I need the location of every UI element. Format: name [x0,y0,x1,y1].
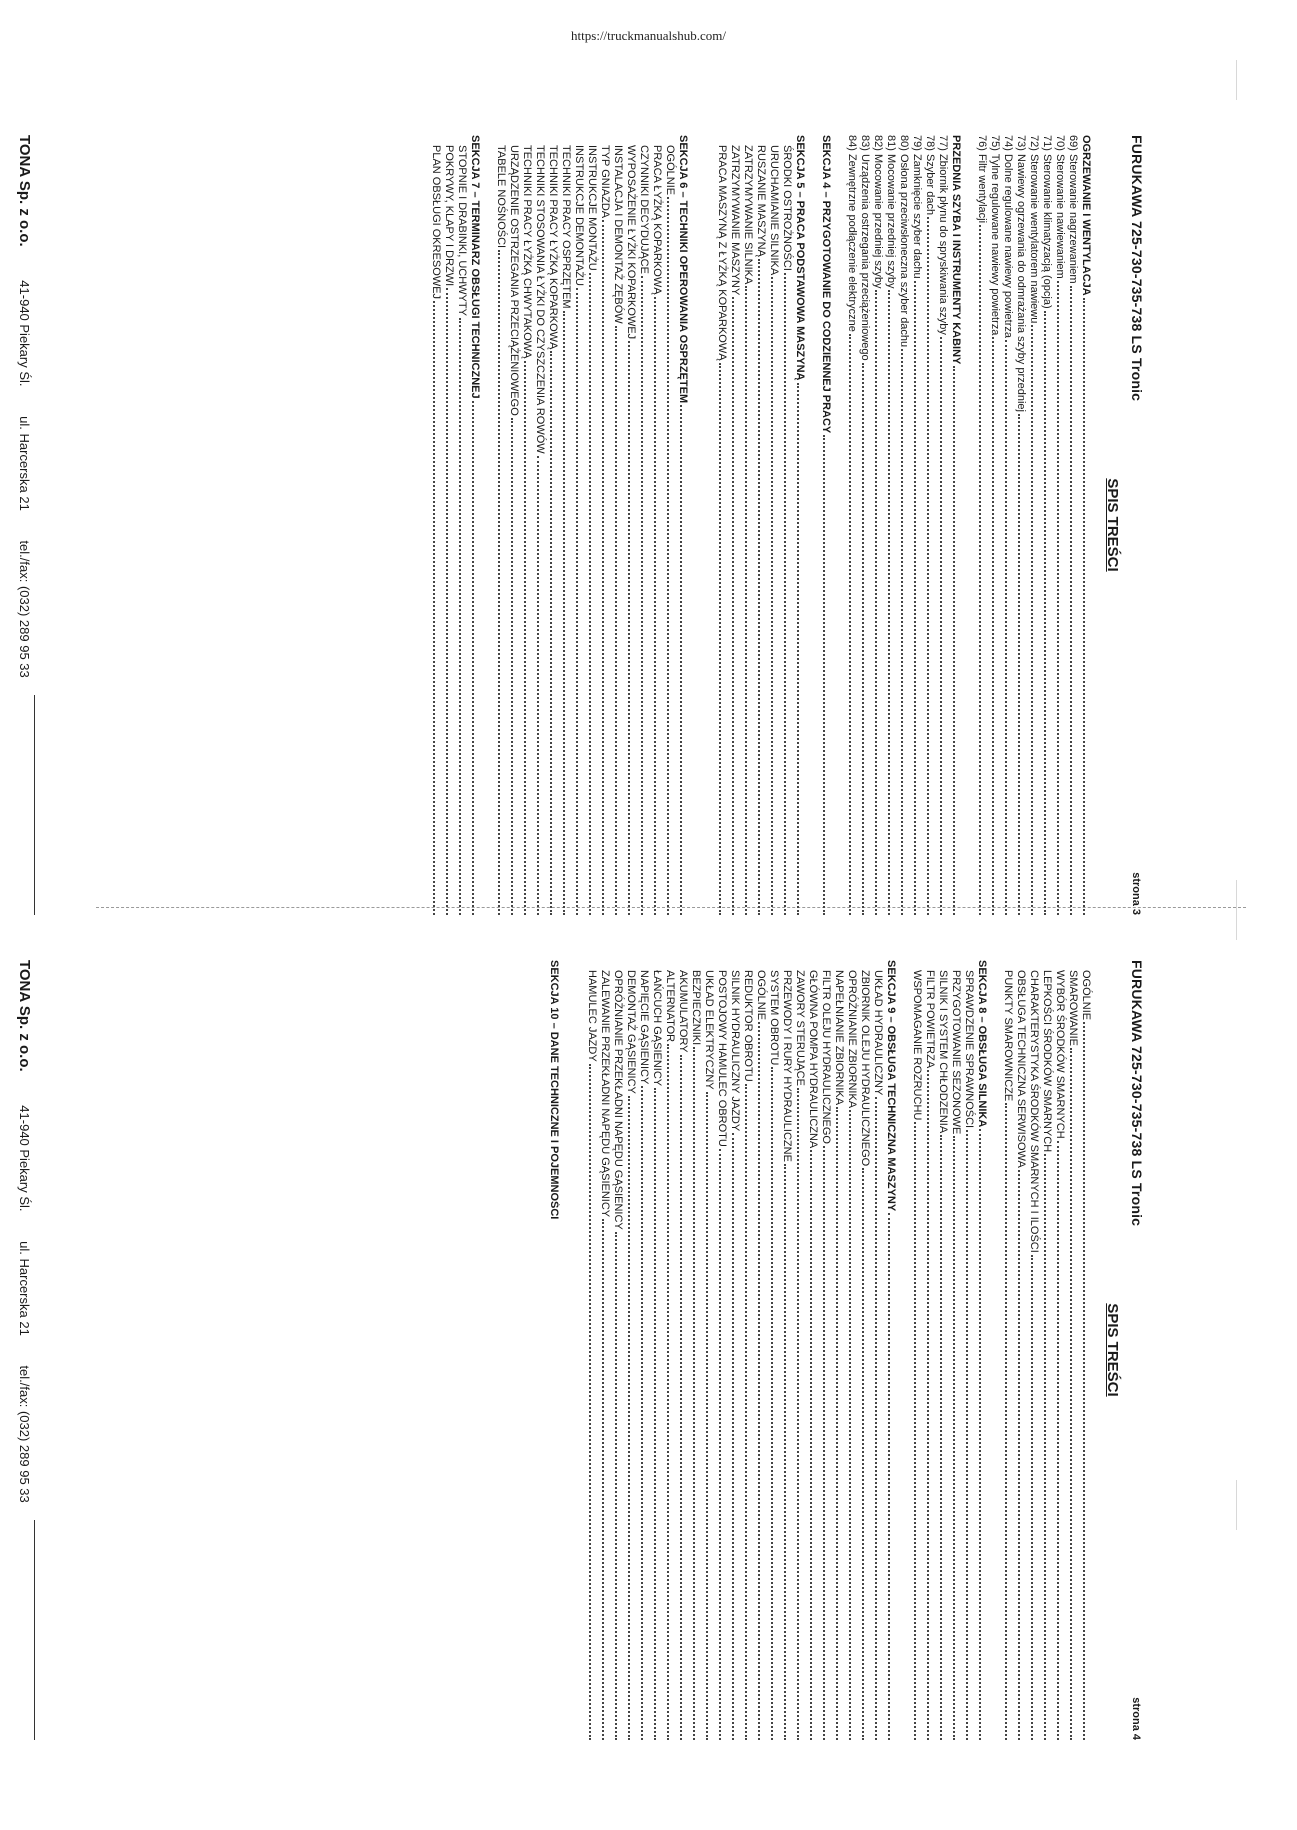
toc-heading: SPIS TREŚCI [1104,1303,1121,1397]
toc-entry-label: NAPEŁNIANIE ZBIORNIKA [833,970,845,1106]
toc-spacer [898,960,911,1740]
toc-entry-label: 79) Zamknięcie szyber dachu [911,135,923,279]
toc-entry[interactable] [937,960,950,1740]
toc-entry-label: SILNIK I SYSTEM CHŁODZENIA [937,970,949,1134]
toc-entry[interactable] [937,135,950,915]
toc-entry-label: TABELE NOŚNOŚCI [495,145,507,249]
toc-dot-leader [628,1096,638,1740]
toc-entry-label: 73) Nawiewy ogrzewania do odmrażania szyby przedniej [1015,135,1027,412]
toc-dot-leader [550,351,560,915]
toc-entry[interactable] [755,135,768,915]
toc-entry[interactable] [547,135,560,915]
toc-entry-label: TECHNIKI PRACY ŁYŻKĄ CHWYTAKOWĄ [521,145,533,359]
toc-entry[interactable] [859,960,872,1740]
toc-dot-leader [875,290,885,915]
toc-dot-leader [693,1047,703,1740]
toc-dot-leader [680,1055,690,1740]
toc-entry-label: PRZEDNIA SZYBA I INSTRUMENTY KABINY [950,135,962,365]
toc-entry-label: OPRÓŻNIANIE ZBIORNIKA [846,970,858,1109]
toc-page [5,135,1145,915]
toc-entry[interactable] [586,960,599,1740]
toc-dot-leader [992,337,1002,915]
toc-dot-leader [1083,1022,1093,1740]
toc-entry-label: SEKCJA 9 – OBSŁUGA TECHNICZNA MASZYNY [885,960,897,1212]
toc-dot-leader [498,250,508,915]
toc-entry[interactable] [1080,960,1093,1740]
toc-entry-label: SEKCJA 8 – OBSŁUGA SILNIKA [976,960,988,1128]
toc-dot-leader [602,1219,612,1740]
toc-dot-leader [771,1067,781,1740]
toc-entry-label: PUNKTY SMAROWNICZE [1002,970,1014,1102]
toc-dot-leader [459,318,469,915]
page-number: strona 3 [1130,872,1142,915]
toc-dot-leader [654,297,664,915]
toc-dot-leader [732,1133,742,1740]
toc-dot-leader [719,363,729,915]
toc-entry[interactable] [781,135,794,915]
toc-entry-label: ZATRZYMYWANIE MASZYNY [729,145,741,296]
toc-dot-leader [628,341,638,915]
toc-section-entry[interactable] [469,135,482,915]
toc-entry-label: 69) Sterowanie nagrzewaniem [1067,135,1079,284]
toc-dot-leader [446,288,456,915]
toc-dot-leader [680,405,690,915]
toc-entry[interactable] [742,135,755,915]
toc-dot-leader [524,361,534,915]
toc-entry[interactable] [859,135,872,915]
toc-dot-leader [836,1107,846,1740]
toc-entry-label: INSTALACJA I DEMONTAŻ ZĘBÓW [612,145,624,324]
toc-dot-leader [641,276,651,915]
toc-entry[interactable] [963,960,976,1740]
toc-entry-label: 76) Filtr wentylacji [976,135,988,224]
toc-entry[interactable] [1028,960,1041,1740]
page-footer [16,960,33,1740]
toc-dot-leader [1057,1141,1067,1740]
toc-entry[interactable] [898,135,911,915]
toc-dot-leader [901,349,911,915]
toc-dot-leader [953,366,963,915]
toc-dot-leader [745,1084,755,1740]
toc-dot-leader [927,1070,937,1740]
toc-section-entry[interactable] [547,960,560,1740]
toc-entry[interactable] [443,135,456,915]
toc-entry-label: ZALEWANIE PRZEKŁADNI NAPĘDU GĄSIENICY [599,970,611,1218]
footer-phone: tel./fax: (032) 289 95 33 [17,1365,32,1503]
toc-dot-leader [914,1122,924,1740]
toc-entry[interactable] [599,135,612,915]
toc-entry-label: PRACA MASZYNĄ Z ŁYŻKĄ KOPARKOWĄ [716,145,728,361]
toc-entry-label: CHARAKTERYSTYKA ŚRODKÓW SMARNYCH I ILOŚCI [1028,970,1040,1253]
toc-entry[interactable] [573,135,586,915]
toc-entry[interactable] [534,135,547,915]
toc-dot-leader [966,1130,976,1740]
toc-entry-label: REDUKTOR OBROTU [742,970,754,1082]
toc-entry[interactable] [976,135,989,915]
toc-entry-label: ŁAŃCUCH GĄSIENICY [651,970,663,1087]
toc-entry-label: OGÓLNIE [664,145,676,196]
toc-dot-leader [1018,414,1028,915]
toc-entry-label: SPRAWDZENIE SPRAWNOŚCI [963,970,975,1129]
toc-entry-label: TYP GNIAZDA [599,145,611,219]
toc-dot-leader [927,217,937,915]
toc-dot-leader [758,259,768,915]
toc-dot-leader [1018,1170,1028,1740]
toc-entry-label: FILTR POWIETRZA [924,970,936,1069]
footer-company: TONA Sp. z o.o. [16,135,33,247]
toc-dot-leader [472,401,482,915]
toc-dot-leader [745,286,755,915]
toc-entry[interactable] [586,135,599,915]
toc-entry[interactable] [1028,135,1041,915]
toc-entry-label: 71) Sterowanie klimatyzacją (opcja) [1041,135,1053,309]
toc-dot-leader [719,1149,729,1740]
footer-street: ul. Harcerska 21 [17,416,32,511]
toc-section-entry[interactable] [820,135,833,915]
toc-section-entry[interactable] [885,960,898,1740]
toc-entry[interactable] [625,135,638,915]
toc-entry[interactable] [885,135,898,915]
toc-dot-leader [589,273,599,915]
toc-entry[interactable] [794,960,807,1740]
toc-entry-label: OGRZEWANIE I WENTYLACJA [1080,135,1092,296]
toc-entry-label: WYPOSAŻENIE ŁYŻKI KOPARKOWEJ [625,145,637,340]
toc-entry[interactable] [638,135,651,915]
toc-entry-label: URUCHAMIANIE SILNIKA [768,145,780,276]
toc-entry-label: NAPIĘCIE GĄSIENICY [638,970,650,1085]
toc-entry[interactable] [1041,135,1054,915]
toc-entry-label: TECHNIKI STOSOWANIA ŁYŻKI DO CZYSZCZENIA ROWÓW [534,145,546,454]
toc-entry[interactable] [924,135,937,915]
footer-street: ul. Harcerska 21 [17,1241,32,1336]
toc-spacer [560,960,586,1740]
toc-dot-leader [1005,1103,1015,1740]
toc-entry[interactable] [508,135,521,915]
toc-dot-leader [1070,1048,1080,1740]
toc-entry-label: INSTRUKCJE DEMONTAŻU [573,145,585,286]
footer-address: 41-940 Piekary Śl. [17,280,32,387]
toc-entry-label: PRACA ŁYŻKĄ KOPARKOWĄ [651,145,663,295]
toc-entry-label: DEMONTAŻ GĄSIENICY [625,970,637,1094]
toc-entry-label: CZYNNIKI DECYDUJĄCE [638,145,650,274]
toc-entry-label: SILNIK HYDRAULICZNY JAZDY [729,970,741,1132]
toc-entry[interactable] [716,135,729,915]
toc-dot-leader [1031,325,1041,915]
toc-entry[interactable] [651,960,664,1740]
toc-dot-leader [641,1086,651,1740]
page-footer [16,135,33,915]
toc-entry[interactable] [781,960,794,1740]
toc-dot-leader [706,1092,716,1740]
toc-entry[interactable] [677,960,690,1740]
toc-entry[interactable] [690,960,703,1740]
toc-entry-label: PRZYGOTOWANIE SEZONOWE [950,970,962,1135]
toc-entry-label: 80) Osłona przeciwsłoneczna szyber dachu [898,135,910,348]
toc-entry[interactable] [950,135,963,915]
toc-dot-leader [433,301,443,915]
toc-entry-label: ALTERNATOR [664,970,676,1043]
toc-entry-label: INSTRUKCJE MONTAŻU [586,145,598,271]
toc-entry[interactable] [911,960,924,1740]
toc-entry[interactable] [495,135,508,915]
toc-entry-label: 75) Tylne regulowane nawiewy powietrza [989,135,1001,336]
toc-entry[interactable] [755,960,768,1740]
toc-entry[interactable] [729,135,742,915]
toc-entry-label: 82) Mocowanie przedniej szyby [872,135,884,289]
toc-entry[interactable] [612,135,625,915]
toc-entry-label: 74) Dolne regulowane nawiewy powietrza [1002,135,1014,339]
toc-entry[interactable] [1015,135,1028,915]
toc-heading: SPIS TREŚCI [1104,478,1121,572]
toc-dot-leader [537,456,547,915]
toc-dot-leader [667,197,677,915]
toc-dot-leader [563,311,573,915]
toc-entry-label: PLAN OBSŁUGI OKRESOWEJ [430,145,442,300]
toc-dot-leader [823,1146,833,1740]
toc-entry[interactable] [768,960,781,1740]
toc-dot-leader [849,1110,859,1740]
toc-entry[interactable] [742,960,755,1740]
toc-entry-label: SEKCJA 5 – PRACA PODSTAWOWA MASZYNĄ [794,135,806,381]
toc-dot-leader [849,334,859,915]
toc-entry-label: POKRYWY, KLAPY I DRZWI [443,145,455,287]
toc-entry[interactable] [1080,135,1093,915]
toc-section-entry[interactable] [976,960,989,1740]
document-title: FURUKAWA 725-730-735-738 LS Tronic [1129,960,1145,1227]
toc-dot-leader [979,225,989,915]
toc-entry-label: PRZEWODY I RURY HYDRAULICZNE [781,970,793,1162]
toc-entry-label: URZĄDZENIE OSTRZEGANIA PRZECIĄŻENIOWEGO [508,145,520,416]
toc-dot-leader [810,1150,820,1740]
toc-entry[interactable] [456,135,469,915]
toc-entry[interactable] [872,960,885,1740]
table-of-contents [430,135,1093,915]
toc-dot-leader [1070,286,1080,915]
footer-phone: tel./fax: (032) 289 95 33 [17,540,32,678]
toc-entry-label: OGÓLNIE [1080,970,1092,1021]
toc-dot-leader [784,1164,794,1740]
toc-dot-leader [940,1135,950,1740]
toc-dot-leader [1044,1154,1054,1740]
toc-dot-leader [732,297,742,915]
scan-edge-mark [1236,1480,1237,1530]
toc-entry-label: SEKCJA 7 – TERMINARZ OBSŁUGI TECHNICZNEJ [469,135,481,399]
toc-entry-label: 81) Mocowanie przedniej szyby [885,135,897,289]
toc-entry-label: BEZPIECZNIKI [690,970,702,1046]
toc-section-entry[interactable] [794,135,807,915]
toc-entry[interactable] [664,135,677,915]
toc-dot-leader [667,1044,677,1740]
toc-entry-label: SEKCJA 10 – DANE TECHNICZNE I POJEMNOŚCI [548,960,560,1220]
toc-dot-leader [771,277,781,915]
scan-edge-mark [1236,880,1237,940]
toc-entry-label: FILTR OLEJU HYDRAULICZNEGO [820,970,832,1144]
toc-entry[interactable] [1015,960,1028,1740]
toc-entry[interactable] [729,960,742,1740]
toc-entry[interactable] [1067,135,1080,915]
toc-entry-label: OGÓLNIE [755,970,767,1021]
footer-company: TONA Sp. z o.o. [16,960,33,1072]
footer-rule [34,695,35,915]
toc-entry-label: 78) Szyber dach [924,135,936,216]
toc-entry[interactable] [716,960,729,1740]
toc-dot-leader [1044,311,1054,915]
toc-dot-leader [888,1213,898,1740]
toc-entry-label: STOPNIE I DRABINKI, UCHWYTY [456,145,468,316]
toc-entry[interactable] [768,135,781,915]
toc-entry[interactable] [599,960,612,1740]
document-title: FURUKAWA 725-730-735-738 LS Tronic [1129,135,1145,402]
toc-entry[interactable] [430,135,443,915]
toc-dot-leader [797,1088,807,1740]
toc-dot-leader [615,326,625,915]
toc-spacer [963,135,976,915]
toc-entry-label: OPRÓŻNIANIE PRZEKŁADNI NAPĘDU GĄSIENICY [612,970,624,1230]
toc-entry[interactable] [820,960,833,1740]
footer-rule [34,1520,35,1740]
toc-entry[interactable] [846,135,859,915]
source-url[interactable]: https://truckmanualshub.com/ [571,28,726,43]
toc-entry-label: SEKCJA 6 – TECHNIKI OPEROWANIA OSPRZĘTEM [677,135,689,404]
toc-entry[interactable] [807,960,820,1740]
table-of-contents [547,960,1093,1740]
toc-entry-label: RUSZANIE MASZYNĄ [755,145,767,257]
toc-entry[interactable] [664,960,677,1740]
toc-entry-label: 72) Sterowanie wentylatorem nawiewu [1028,135,1040,324]
toc-entry-label: LEPKOŚCI ŚRODKÓW SMARNYCH [1041,970,1053,1153]
toc-entry-label: 84) Zewnętrzne podłączenie elektryczne [846,135,858,332]
toc-entry[interactable] [1054,135,1067,915]
toc-entry[interactable] [1067,960,1080,1740]
toc-dot-leader [797,383,807,916]
toc-entry[interactable] [1002,960,1015,1740]
toc-spacer [989,960,1002,1740]
toc-entry[interactable] [560,135,573,915]
toc-entry-label: WYBÓR ŚRODKÓW SMARNYCH [1054,970,1066,1139]
toc-dot-leader [511,418,521,915]
toc-entry[interactable] [846,960,859,1740]
toc-entry-label: SEKCJA 4 – PRZYGOTOWANIE DO CODZIENNEJ PRACY [820,135,832,434]
toc-dot-leader [823,435,833,915]
toc-spacer [807,135,820,915]
toc-dot-leader [615,1232,625,1740]
toc-entry[interactable] [703,960,716,1740]
toc-entry-label: WSPOMAGANIE ROZRUCHU [911,970,923,1121]
page-number: strona 4 [1130,1697,1142,1740]
toc-dot-leader [979,1129,989,1740]
toc-entry-label: UKŁAD ELEKTRYCZNY [703,970,715,1090]
toc-entry[interactable] [911,135,924,915]
toc-entry-label: 70) Sterowanie nawiewaniem [1054,135,1066,279]
toc-dot-leader [862,363,872,915]
toc-dot-leader [888,290,898,915]
toc-dot-leader [654,1088,664,1740]
toc-entry-label: TECHNIKI PRACY ŁYŻKĄ KOPARKOWĄ [547,145,559,350]
toc-dot-leader [1005,340,1015,915]
toc-entry[interactable] [521,135,534,915]
toc-entry[interactable] [872,135,885,915]
toc-entry[interactable] [612,960,625,1740]
toc-entry[interactable] [989,135,1002,915]
toc-entry-label: GŁÓWNA POMPA HYDRAULICZNA [807,970,819,1149]
toc-dot-leader [589,1064,599,1740]
toc-spacer [833,135,846,915]
toc-entry-label: 77) Zbiornik płynu do spryskiwania szyby [937,135,949,335]
toc-dot-leader [758,1022,768,1740]
toc-dot-leader [1057,281,1067,915]
toc-entry[interactable] [1054,960,1067,1740]
toc-dot-leader [602,220,612,915]
toc-entry[interactable] [950,960,963,1740]
toc-entry-label: TECHNIKI PRACY OSPRZĘTEM [560,145,572,309]
toc-entry[interactable] [924,960,937,1740]
toc-spacer [690,135,716,915]
toc-entry-label: ŚRODKI OSTROŻNOŚCI [781,145,793,271]
toc-entry-label: HAMULEC JAZDY [586,970,598,1062]
toc-page [5,960,1145,1740]
toc-spacer [482,135,495,915]
toc-dot-leader [784,273,794,915]
toc-dot-leader [862,1168,872,1740]
toc-dot-leader [940,337,950,915]
toc-entry-label: UKŁAD HYDRAULICZNY [872,970,884,1096]
toc-entry-label: ZBIORNIK OLEJU HYDRAULICZNEGO [859,970,871,1167]
toc-entry[interactable] [638,960,651,1740]
toc-dot-leader [1083,298,1093,915]
scan-edge-mark [1236,60,1237,100]
toc-entry-label: SYSTEM OBROTU [768,970,780,1066]
toc-entry-label: OBSŁUGA TECHNICZNA SERWISOWA [1015,970,1027,1168]
toc-entry-label: POSTOJOWY HAMULEC OBROTU [716,970,728,1147]
toc-entry[interactable] [625,960,638,1740]
toc-entry-label: ZAWORY STERUJĄCE [794,970,806,1086]
toc-entry[interactable] [1002,135,1015,915]
toc-dot-leader [576,288,586,915]
toc-entry-label: 83) Urządzenia ostrzegania przeciążeniowego [859,135,871,361]
toc-dot-leader [914,281,924,915]
toc-entry-label: AKUMULATORY [677,970,689,1053]
toc-entry[interactable] [1041,960,1054,1740]
toc-entry[interactable] [833,960,846,1740]
toc-section-entry[interactable] [677,135,690,915]
toc-entry-label: SMAROWANIE [1067,970,1079,1046]
toc-entry-label: ZATRZYMYWANIE SILNIKA [742,145,754,285]
toc-entry[interactable] [651,135,664,915]
toc-dot-leader [1031,1255,1041,1740]
footer-address: 41-940 Piekary Śl. [17,1105,32,1212]
toc-dot-leader [875,1097,885,1740]
toc-dot-leader [953,1136,963,1740]
